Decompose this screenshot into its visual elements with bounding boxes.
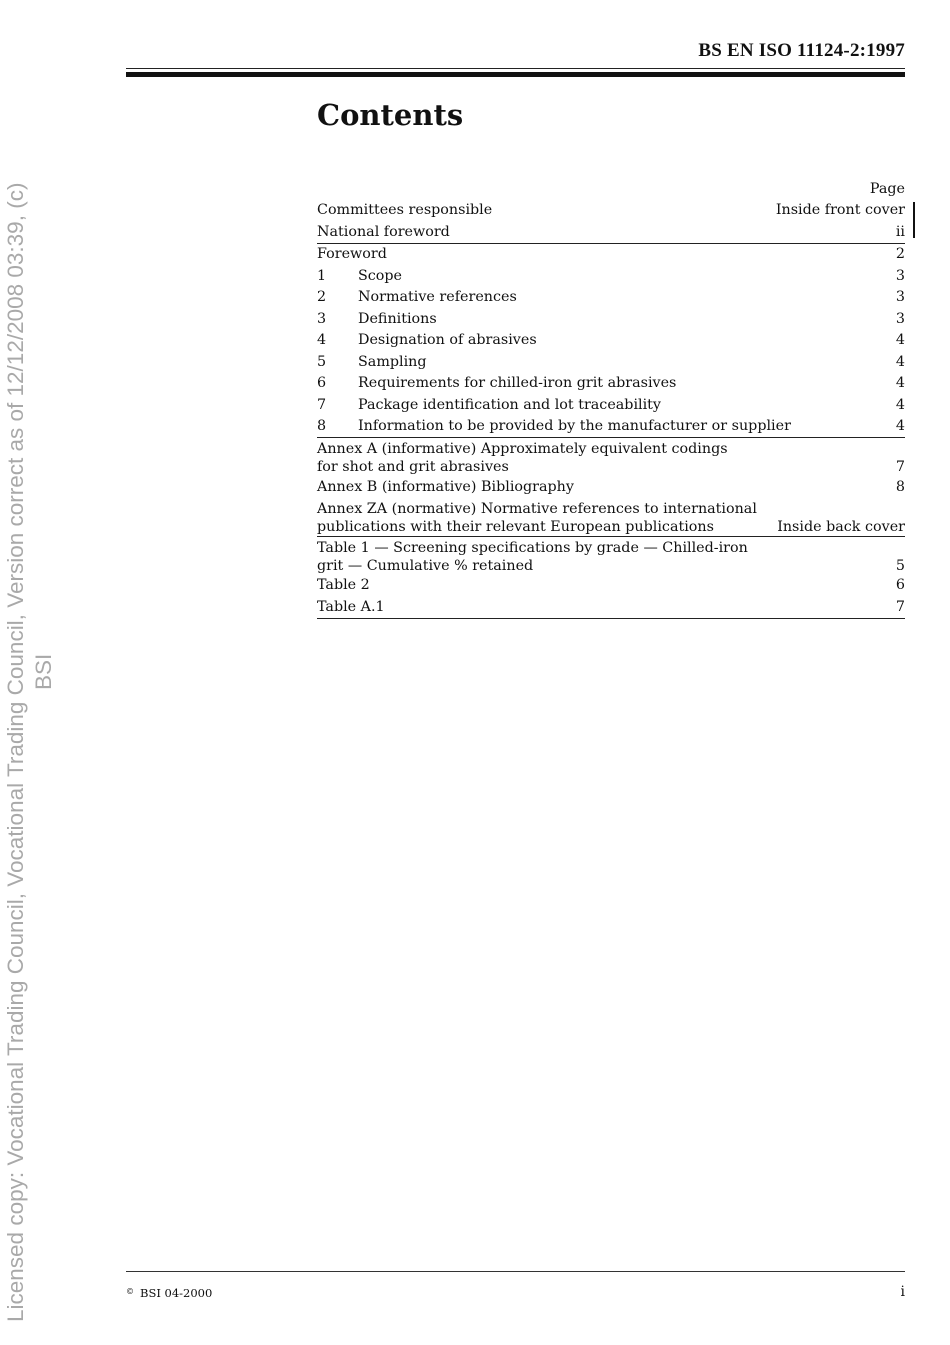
toc-entry-label-group (317, 396, 661, 414)
toc-entry-title: National foreword (317, 223, 450, 240)
header-rule-thick (126, 72, 905, 77)
copyright-text: BSI 04-2000 (140, 1286, 213, 1300)
toc-clause-number: 5 (317, 353, 327, 370)
copyright-symbol: © (126, 1287, 134, 1296)
toc-entry (317, 308, 905, 330)
toc-entry (317, 287, 905, 309)
toc-entry-label-group (317, 223, 450, 241)
toc-group-divider (317, 618, 905, 619)
toc-entry (317, 265, 905, 287)
toc-page-heading-row (317, 178, 905, 200)
toc-entry (317, 200, 905, 222)
toc-entry-page: 5 (895, 557, 905, 574)
toc-entry (317, 221, 905, 243)
toc-body (317, 200, 905, 619)
toc-entry-page: 4 (895, 353, 905, 370)
toc-clause-number: 6 (317, 375, 327, 392)
toc-entry (317, 394, 905, 416)
toc-entry-label-group (317, 478, 574, 496)
toc-entry-label-group (317, 245, 387, 263)
toc-entry-page: 3 (895, 289, 905, 306)
toc-entry (317, 476, 905, 498)
toc-entry-page: 7 (895, 598, 905, 615)
toc-entry-title: Sampling (358, 353, 427, 370)
toc-entry-label-group (317, 374, 676, 392)
document-identifier: BS EN ISO 11124-2:1997 (698, 40, 905, 61)
toc-entry-title: Annex ZA (normative) Normative references to international publications with their relevant European publications (317, 500, 757, 535)
toc-entry-page: 2 (895, 246, 905, 263)
watermark-svg (0, 0, 60, 1345)
toc-entry (317, 373, 905, 395)
toc-entry-label-group (317, 288, 517, 306)
toc-entry-title: Committees responsible (317, 202, 493, 219)
toc-entry-title: Definitions (358, 310, 437, 327)
toc-page-heading: Page (869, 180, 905, 197)
toc-entry-title: Designation of abrasives (358, 332, 537, 349)
toc-entry-label-group (317, 576, 370, 594)
toc-entry-page: 3 (895, 267, 905, 284)
toc-entry-label-group (317, 440, 728, 476)
toc-entry-label-group (317, 598, 385, 616)
toc-entry-label-group (317, 500, 757, 536)
toc-entry (317, 498, 905, 536)
toc-entry-label-group (317, 310, 437, 328)
watermark-line-1: Licensed copy: Vocational Trading Council, Vocational Trading Council, Version correct as of 12/12/2008 03:39, (c) (3, 182, 28, 1322)
toc-entry-page: Inside back cover (777, 518, 905, 535)
toc-entry-label-group (317, 331, 537, 349)
table-of-contents (317, 178, 905, 619)
toc-clause-number: 2 (317, 289, 327, 306)
footer-copyright (126, 1286, 212, 1300)
page-number: i (900, 1284, 905, 1300)
toc-clause-number: 3 (317, 310, 327, 327)
toc-clause-number: 8 (317, 418, 327, 435)
toc-clause-number: 7 (317, 396, 327, 413)
toc-entry (317, 537, 905, 575)
toc-entry-title: Scope (358, 267, 403, 284)
toc-entry-title: Foreword (317, 246, 387, 263)
watermark-line-2: BSI (31, 653, 56, 690)
toc-entry-title: Table 1 — Screening specifications by grade — Chilled-iron grit — Cumulative % retained (317, 539, 748, 574)
toc-entry-title: Annex B (informative) Bibliography (317, 478, 574, 495)
toc-entry-title: Table A.1 (317, 598, 385, 615)
toc-entry (317, 330, 905, 352)
header-rule-thin (126, 68, 905, 69)
toc-entry-page: 4 (895, 418, 905, 435)
toc-entry-page: 4 (895, 375, 905, 392)
toc-entry-page: ii (895, 223, 905, 240)
toc-entry (317, 244, 905, 266)
toc-clause-number: 1 (317, 267, 327, 284)
toc-entry-title: Information to be provided by the manufacturer or supplier (358, 418, 791, 435)
toc-entry-title: Normative references (358, 289, 517, 306)
toc-entry (317, 438, 905, 476)
toc-entry (317, 575, 905, 597)
toc-entry-page: Inside front cover (775, 202, 905, 219)
toc-entry-label-group (317, 539, 748, 575)
toc-entry-page: 4 (895, 332, 905, 349)
license-watermark (0, 0, 60, 1345)
change-bar (913, 202, 915, 238)
toc-entry (317, 351, 905, 373)
toc-entry-label-group (317, 353, 427, 371)
toc-entry-title: Table 2 (317, 577, 370, 594)
toc-entry-title: Annex A (informative) Approximately equivalent codings for shot and grit abrasives (317, 441, 728, 475)
toc-entry-label-group (317, 417, 791, 435)
toc-entry-title: Package identification and lot traceability (358, 396, 661, 413)
toc-entry-label-group (317, 201, 492, 219)
page-title: Contents (317, 98, 464, 132)
footer-rule (126, 1271, 905, 1272)
toc-clause-number: 4 (317, 332, 327, 349)
toc-entry-page: 7 (895, 459, 905, 475)
toc-entry-page: 6 (895, 577, 905, 594)
toc-entry (317, 416, 905, 438)
toc-entry-page: 4 (895, 396, 905, 413)
toc-entry-label-group (317, 267, 402, 285)
toc-entry-title: Requirements for chilled-iron grit abrasives (358, 375, 677, 392)
toc-entry-page: 3 (895, 310, 905, 327)
toc-entry-page: 8 (895, 478, 905, 495)
toc-entry (317, 596, 905, 618)
